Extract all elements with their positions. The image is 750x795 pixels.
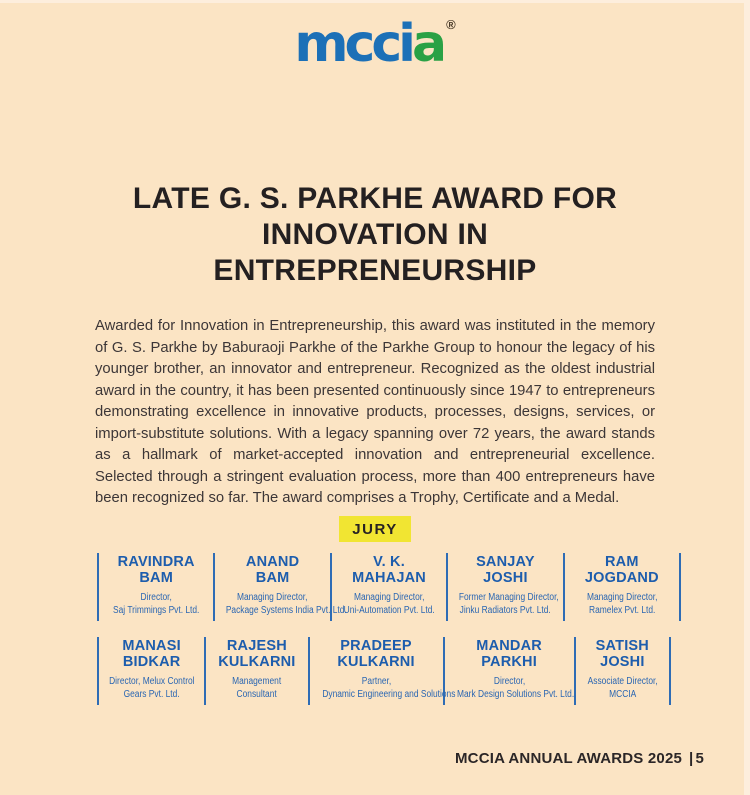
member-details (334, 591, 444, 617)
jury-row-1 (97, 553, 681, 621)
member-role: Director, (140, 592, 172, 603)
member-company: Mark Design Solutions Pvt. Ltd. (456, 689, 574, 700)
member-details (101, 675, 202, 701)
member-details (101, 591, 211, 617)
page-title-line-1: LATE G. S. PARKHE AWARD FOR (132, 182, 618, 215)
page-right-edge (744, 0, 750, 795)
member-name-line: SATISH (595, 638, 649, 654)
member-role: Director, (493, 676, 525, 687)
jury-member-ram-jogdand (563, 553, 681, 621)
jury-member-mandar-parkhi (443, 637, 574, 705)
member-name-line: MANASI (122, 638, 181, 654)
member-name (217, 555, 327, 586)
jury-member-manasi-bidkar (97, 637, 204, 705)
member-name (312, 639, 441, 670)
member-name-line: RAJESH (226, 638, 287, 654)
page-title-line-3: ENTREPRENEURSHIP (213, 254, 537, 287)
member-name-line: JOGDAND (584, 569, 659, 586)
member-name-line: MAHAJAN (352, 569, 426, 586)
jury-member-rajesh-kulkarni (204, 637, 307, 705)
member-details (450, 591, 560, 617)
member-name (334, 555, 444, 586)
member-company: Dynamic Engineering and Solutions (321, 689, 455, 700)
member-name-line: RAVINDRA (117, 554, 195, 570)
jury-row-2 (97, 637, 671, 705)
jury-member-vk-mahajan (330, 553, 446, 621)
member-name-line: PRADEEP (340, 638, 412, 654)
footer-separator: | (689, 750, 694, 767)
member-company: Uni-Automation Pvt. Ltd. (343, 605, 435, 616)
member-name-line: RAM (605, 554, 639, 570)
member-details (312, 675, 455, 701)
member-company: Ramelex Pvt. Ltd. (588, 605, 655, 616)
member-role: Director, Melux Control (109, 676, 195, 687)
member-name-line: JOSHI (483, 569, 528, 586)
member-name-line: ANAND (245, 554, 300, 570)
member-name-line: KULKARNI (337, 653, 415, 670)
jury-heading: JURY (339, 516, 410, 542)
jury-member-pradeep-kulkarni (308, 637, 455, 705)
member-name (567, 555, 677, 586)
member-details (567, 591, 677, 617)
member-company: Saj Trimmings Pvt. Ltd. (113, 605, 200, 616)
member-role: Management (232, 676, 282, 687)
member-company: Jinku Radiators Pvt. Ltd. (459, 605, 551, 616)
page-footer (455, 750, 704, 767)
member-name-line: BAM (139, 569, 174, 586)
member-company: MCCIA (608, 689, 636, 700)
footer-label: MCCIA ANNUAL AWARDS 2025 (454, 750, 683, 767)
member-name (208, 639, 305, 670)
footer-page-number: 5 (695, 750, 704, 767)
logo-primary-letters: mcci (294, 14, 412, 74)
member-name (101, 555, 211, 586)
member-name-line: PARKHI (481, 653, 537, 670)
jury-member-anand-bam (213, 553, 348, 621)
member-name (450, 555, 560, 586)
member-name-line: SANJAY (476, 554, 535, 570)
page-top-edge (0, 0, 750, 3)
member-name-line: MANDAR (476, 638, 542, 654)
jury-member-satish-joshi (574, 637, 671, 705)
member-role: Former Managing Director, (459, 592, 559, 603)
member-role: Associate Director, (587, 676, 658, 687)
member-name-line: KULKARNI (218, 653, 296, 670)
award-description: Awarded for Innovation in Entrepreneurship, this award was instituted in the memory of G. S. Parkhe by Baburaoji Parkhe of the Parkhe Group to honour the legacy of his younger brother, an innovator and entrepreneur. Recognized as the oldest industrial award in the country, it has been presented continuously since 1947 to entrepreneurs demonstrating excellence in innovative products, processes, designs, services, or import-substitute solutions. With a legacy spanning over 72 years, the award stands as a hallmark of market-accepted innovation and entrepreneurial excellence. Selected through a stringent evaluation process, more than 400 entrepreneurs have been recognized so far. The award comprises a Trophy, Certificate and a Medal. (95, 318, 655, 506)
logo-accent-letter: a (411, 14, 444, 74)
member-company: Consultant (236, 689, 277, 700)
member-details (217, 591, 348, 617)
member-name-line: BIDKAR (122, 653, 181, 670)
member-details (208, 675, 305, 701)
member-role: Managing Director, (237, 592, 308, 603)
member-company: Gears Pvt. Ltd. (123, 689, 180, 700)
member-name-line: JOSHI (600, 653, 645, 670)
member-name-line: BAM (255, 569, 290, 586)
member-name (447, 639, 572, 670)
registered-trademark-icon: ® (446, 17, 456, 32)
mccia-logo-text (294, 16, 455, 73)
member-company: Package Systems India Pvt. Ltd. (226, 605, 348, 616)
member-role: Managing Director, (586, 592, 658, 603)
member-name (101, 639, 202, 670)
member-details (447, 675, 572, 701)
page-title-line-2: INNOVATION IN (261, 218, 489, 251)
jury-member-sanjay-joshi (446, 553, 562, 621)
member-name-line: V. K. (373, 554, 405, 570)
member-role: Partner, (361, 676, 391, 687)
member-name (578, 639, 667, 670)
page-title (0, 181, 750, 289)
jury-heading-wrap (0, 516, 750, 542)
jury-member-ravindra-bam (97, 553, 213, 621)
member-details (578, 675, 667, 701)
member-role: Managing Director, (353, 592, 425, 603)
mccia-logo (0, 16, 750, 73)
